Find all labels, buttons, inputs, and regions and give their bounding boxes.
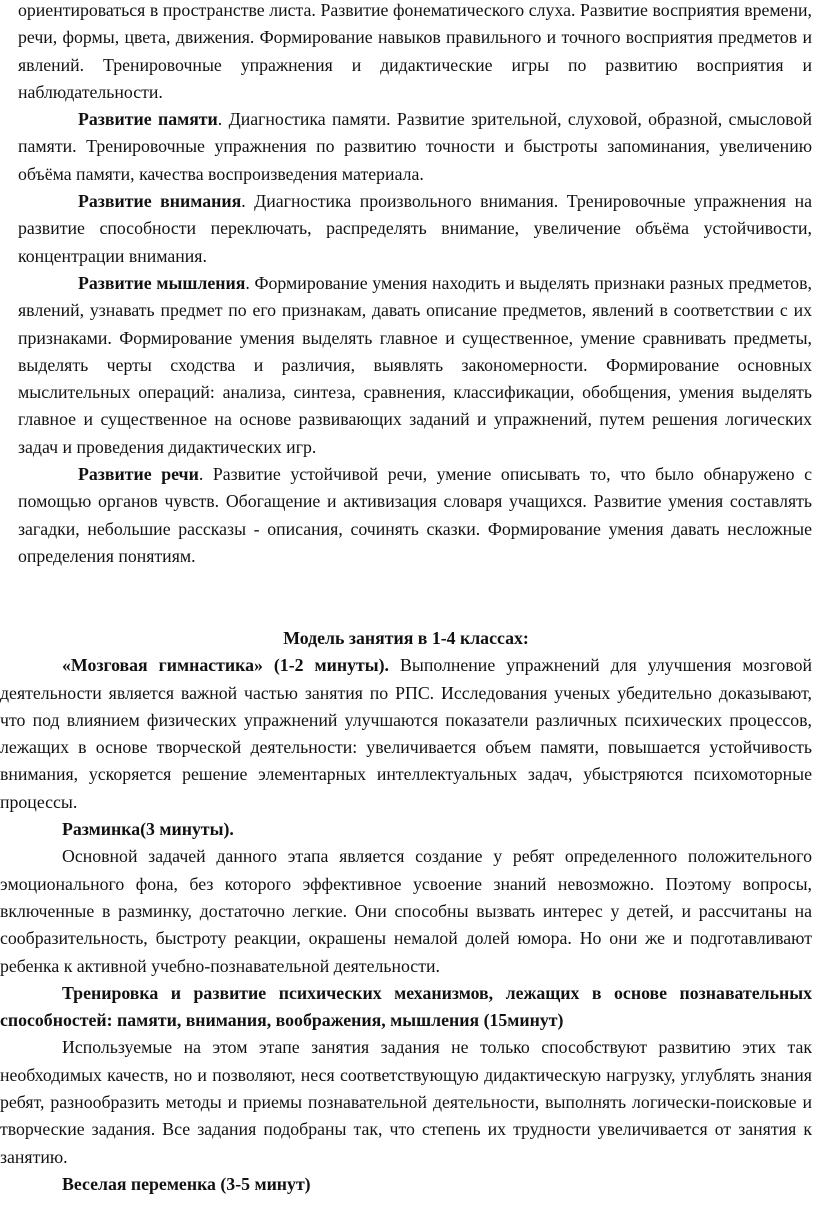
brain-gym-heading: «Мозговая гимнастика» (1-2 минуты).	[62, 655, 390, 676]
training-text: Используемые на этом этапе занятия задания не только способствуют развитию этих так необходимых качеств, но и позволяют, неся соответствующую дидактическую нагрузку, углублять знания ребят, разнообразить методы и приемы познавательной деятельности, выполнять логически-поисковые и творческие задания. Все задания подобраны так, что степень их трудности увеличивается от занятия к занятию.	[0, 1037, 812, 1167]
attention-paragraph	[18, 188, 812, 270]
training-paragraph	[0, 1034, 812, 1170]
warmup-text: Основной задачей данного этапа является создание у ребят определенного положительного эмоционального фона, без которого эффективное усвоение знаний невозможно. Поэтому вопросы, включенные в разминку, достаточно легкие. Они способны вызвать интерес у детей, и рассчитаны на сообразительность, быстроту реакции, окрашены немалой долей юмора. Но они же и подготавливают ребенка к активной учебно-познавательной деятельности.	[0, 846, 812, 976]
memory-paragraph	[18, 106, 812, 188]
brain-gym-paragraph	[0, 652, 812, 816]
speech-heading: Развитие речи	[78, 464, 199, 485]
section-lesson-model	[0, 625, 812, 1198]
brain-gym-text: Выполнение упражнений для улучшения мозговой деятельности является важной частью занятия по РПС. Исследования ученых убедительно доказывают, что под влиянием физических упражнений улучшаются показатели различных психических процессов, лежащих в основе творческой деятельности: увеличивается объем памяти, повышается устойчивость внимания, ускоряется решение элементарных интеллектуальных задач, убыстряются психомоторные процессы.	[0, 655, 812, 812]
speech-text: . Развитие устойчивой речи, умение описывать то, что было обнаружено с помощью органов чувств. Обогащение и активизация словаря учащихся. Развитие умения составлять загадки, небольшие рассказы - описания, сочинять сказки. Формирование умения давать несложные определения понятиям.	[18, 464, 812, 566]
section-programme-content	[18, 0, 812, 570]
thinking-paragraph	[18, 270, 812, 461]
thinking-heading: Развитие мышления	[78, 272, 246, 293]
memory-heading: Развитие памяти	[78, 109, 218, 130]
memory-text: . Диагностика памяти. Развитие зрительной, слуховой, образной, смысловой памяти. Тренировочные упражнения по развитию точности и быстроты запоминания, увеличению объёма памяти, качества воспроизведения материала.	[18, 109, 812, 184]
break-heading: Веселая переменка (3-5 минут)	[62, 1173, 311, 1194]
intro-paragraph	[18, 0, 812, 106]
training-heading: Тренировка и развитие психических механизмов, лежащих в основе познавательных способностей: памяти, внимания, воображения, мышления (15минут)	[0, 982, 812, 1031]
warmup-heading: Разминка(3 минуты).	[62, 819, 234, 840]
warmup-paragraph	[0, 843, 812, 979]
attention-text: . Диагностика произвольного внимания. Тренировочные упражнения на развитие способности переключать, распределять внимание, увеличение объёма устойчивости, концентрации внимания.	[18, 191, 812, 266]
thinking-text: . Формирование умения находить и выделять признаки разных предметов, явлений, узнавать предмет по его признакам, давать описание предметов, явлений в соответствии с их признаками. Формирование умения выделять главное и существенное, умение сравнивать предметы, выделять черты сходства и различия, выявлять закономерности. Формирование основных мыслительных операций: анализа, синтеза, сравнения, классификации, обобщения, умения выделять главное и существенное на основе развивающих заданий и упражнений, путем решения логических задач и проведения дидактических игр.	[18, 272, 813, 457]
attention-heading: Развитие внимания	[78, 191, 242, 212]
intro-text: ориентироваться в пространстве листа. Развитие фонематического слуха. Развитие восприятия времени, речи, формы, цвета, движения. Формирование навыков правильного и точного восприятия предметов и явлений. Тренировочные упражнения и дидактические игры по развитию восприятия и наблюдательности.	[18, 0, 812, 102]
model-title: Модель занятия в 1-4 классах:	[283, 628, 529, 648]
speech-paragraph	[18, 461, 812, 570]
